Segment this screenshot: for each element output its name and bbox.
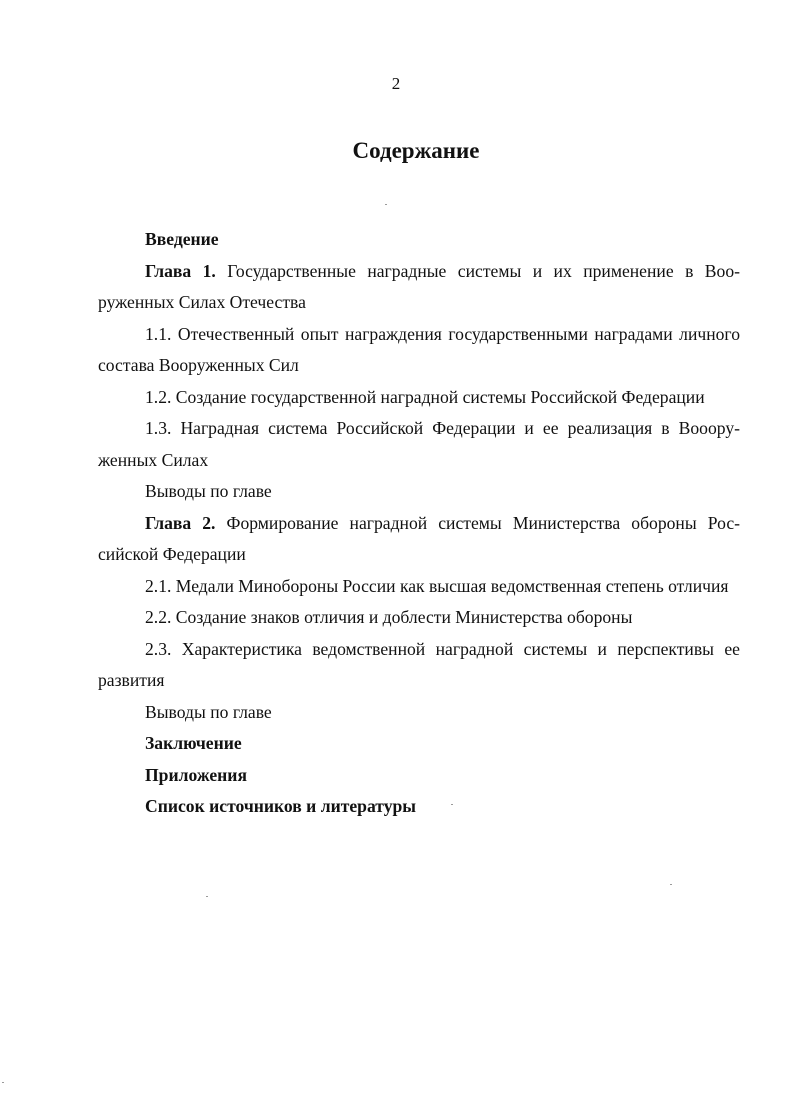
page-number: 2 bbox=[391, 74, 401, 93]
toc-chapter-1 bbox=[98, 256, 740, 319]
toc-chapter-2 bbox=[98, 508, 740, 571]
toc-chapter-1-title: Государственные наградные системы и их применение в Вооруженных Силах Отечества bbox=[98, 260, 740, 312]
toc-section-1-1: 1.1. Отечественный опыт награждения государственными наградами личного состава Вооруженных Сил bbox=[98, 323, 740, 375]
table-of-contents bbox=[98, 224, 740, 823]
toc-chapter-2-number: Глава 2. bbox=[145, 512, 216, 533]
toc-section-1-2: 1.2. Создание государственной наградной системы Российской Федерации bbox=[145, 386, 705, 407]
scan-speck bbox=[670, 884, 672, 885]
scan-speck bbox=[385, 204, 387, 205]
toc-appendices: Приложения bbox=[145, 764, 247, 785]
toc-chapter-2-title: Формирование наградной системы Министерства обороны Российской Федерации bbox=[98, 512, 740, 564]
toc-sources: Список источников и литературы bbox=[145, 796, 417, 816]
scan-speck bbox=[206, 896, 208, 897]
toc-section-2-3: 2.3. Характеристика ведомственной наградной системы и перспективы ее развития bbox=[98, 638, 740, 690]
toc-chapter-1-conclusions: Выводы по главе bbox=[145, 481, 272, 501]
toc-section-2-1: 2.1. Медали Минобороны России как высшая ведомственная степень отличия bbox=[145, 575, 729, 596]
page-title: Содержание bbox=[352, 138, 480, 163]
toc-section-2-2: 2.2. Создание знаков отличия и доблести Министерства обороны bbox=[145, 607, 633, 627]
toc-conclusion: Заключение bbox=[145, 733, 242, 753]
toc-intro: Введение bbox=[145, 229, 219, 249]
toc-chapter-2-conclusions: Выводы по главе bbox=[145, 701, 272, 722]
toc-chapter-1-number: Глава 1. bbox=[145, 260, 216, 281]
toc-section-1-3: 1.3. Наградная система Российской Федерации и ее реализация в Воооруженных Силах bbox=[98, 418, 740, 470]
scan-speck bbox=[451, 804, 453, 805]
scan-speck bbox=[2, 1082, 4, 1083]
